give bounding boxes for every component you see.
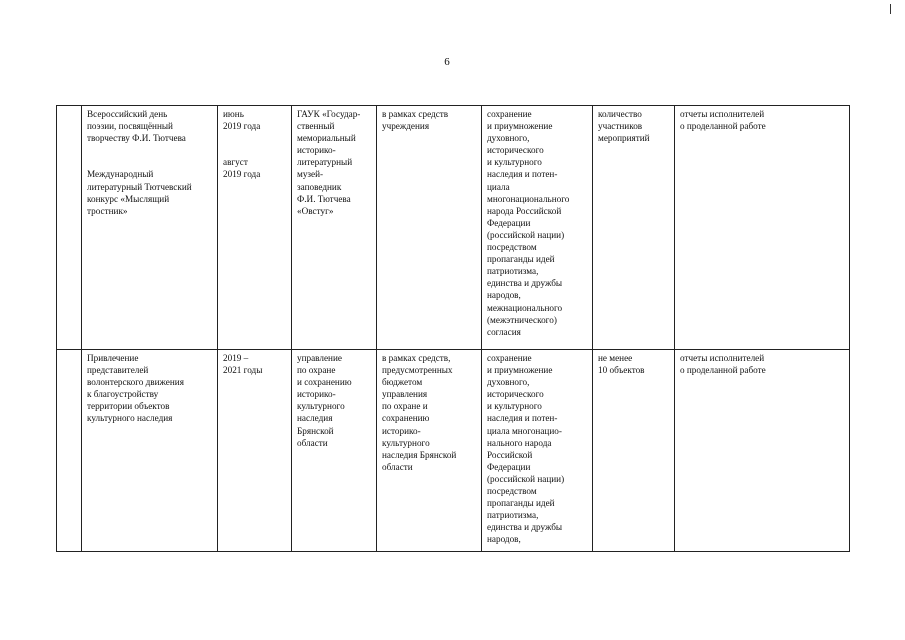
funding-cell: в рамках средств, предусмотренных бюджетом управления по охране и сохранению историко- культурного наследия Брянской области [377,350,482,552]
funding-cell: в рамках средств учреждения [377,106,482,350]
indicator-cell: не менее 10 объектов [593,350,675,552]
period-cell: 2019 – 2021 годы [218,350,292,552]
period-cell: июнь 2019 года август 2019 года [218,106,292,350]
goal-cell: сохранение и приумножение духовного, исторического и культурного наследия и потен- циала многонацио- нального народа Российской Федерации (российской нации) посредством пропаганды идей патриотизма, единства и дружбы народов, [482,350,593,552]
indicator-cell: количество участников мероприятий [593,106,675,350]
reporting-cell: отчеты исполнителей о проделанной работе [675,106,850,350]
event-cell: Привлечение представителей волонтерского движения к благоустройству территории объектов культурного наследия [82,350,218,552]
row-number-cell [57,106,82,350]
row-number-cell [57,350,82,552]
table-row [57,350,850,552]
reporting-cell: отчеты исполнителей о проделанной работе [675,350,850,552]
table-row [57,106,850,350]
page-corner-mark [890,4,891,14]
page-number: 6 [444,56,450,68]
goal-cell: сохранение и приумножение духовного, исторического и культурного наследия и потен- циала многонационального народа Российской Федерации (российской нации) посредством пропаганды идей патриотизма, единства и дружбы народов, межнационального (межэтнического) согласия [482,106,593,350]
activities-table [56,105,850,552]
executor-cell: ГАУК «Государ- ственный мемориальный историко- литературный музей- заповедник Ф.И. Тютчева «Овстуг» [292,106,377,350]
executor-cell: управление по охране и сохранению историко- культурного наследия Брянской области [292,350,377,552]
event-cell: Всероссийский день поэзии, посвящённый творчеству Ф.И. Тютчева Международный литературный Тютчевский конкурс «Мыслящий тростник» [82,106,218,350]
